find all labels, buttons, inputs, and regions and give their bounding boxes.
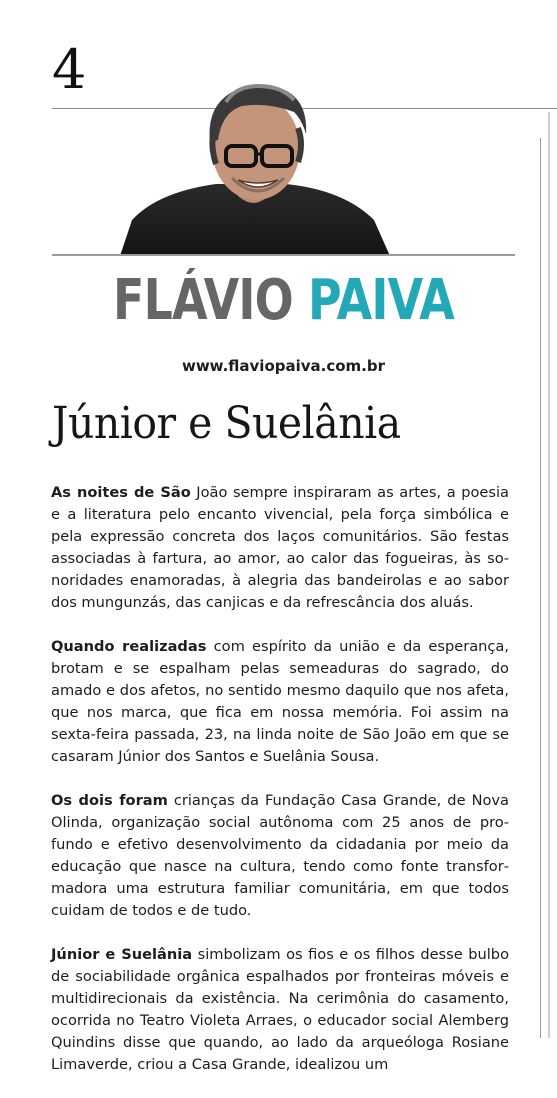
author-first-name: FLÁVIO [113, 268, 293, 333]
paragraph-lead: Júnior e Suelânia [51, 946, 193, 963]
column-divider [540, 138, 541, 1038]
paragraph-lead: Os dois foram [51, 792, 168, 809]
author-name [94, 270, 474, 332]
portrait-divider [52, 254, 515, 256]
paragraph-lead: Quando realizadas [51, 638, 207, 655]
author-portrait [118, 80, 390, 256]
paragraph-text: simbolizam os fios e os filhos desse bulbo de sociabilidade orgânica espalhados por fronteiras móveis e multidirecionais da existência. Na cerimônia do casamento, ocorrida no Teatro Violeta Arraes, o educador social Alemberg Quindins disse que quando, ao lado da arqueóloga Rosiane Limaverde, criou a Casa Grande, idealizou um [51, 946, 509, 1073]
article-paragraph [51, 636, 509, 768]
author-website-link[interactable]: www.flaviopaiva.com.br [181, 357, 386, 375]
article-paragraph [51, 482, 509, 614]
paragraph-lead: As noites de São [51, 484, 191, 501]
paragraph-text: João sempre inspiraram as artes, a poesia e a literatura pelo encanto vivencial, pela força simbólica e pela expressão concreta dos laços comunitários. São festas associadas à fartura, ao amor, ao calor das fogueiras, às sonoridades enamoradas, à alegria das bandeirolas e ao sabor dos mungunzás, das canjicas e da refrescância dos aluás. [51, 484, 509, 611]
author-last-name: PAIVA [308, 268, 454, 333]
page-number: 4 [52, 38, 87, 101]
paragraph-text: crianças da Fundação Casa Grande, de Nova Olinda, organização social autônoma com 25 anos de profundo e efetivo desenvolvimento da cidadania por meio da educação que nasce na cultura, tendo como fonte transformadora uma estrutura familiar comunitária, em que todos cuidam de todos e de tudo. [51, 792, 509, 919]
article-body [51, 482, 509, 1098]
article-title: Júnior e Suelânia [52, 398, 401, 449]
column-edge-divider [548, 112, 550, 1038]
article-paragraph [51, 790, 509, 922]
paragraph-text: com espírito da união e da esperança, brotam e se espalham pelas semeaduras do sagrado, do amado e dos afetos, no sentido mesmo daquilo que nos afeta, que nos marca, que fica em nossa memória. Foi assim na sexta-feira passada, 23, na linda noite de São João em que se casaram Júnior dos Santos e Suelânia Sousa. [51, 638, 510, 765]
article-paragraph [51, 944, 509, 1076]
